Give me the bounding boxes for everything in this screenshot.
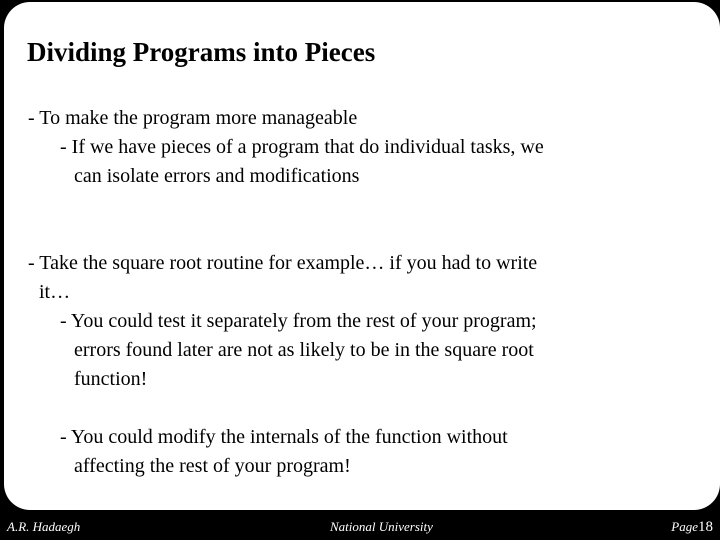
- sub-bullet-test-separately-cont: errors found later are not as likely to be in the square root: [74, 339, 534, 361]
- bullet-manageable: - To make the program more manageable: [28, 107, 358, 129]
- sub-bullet-test-separately-cont2: function!: [74, 368, 148, 390]
- slide-footer: [0, 513, 720, 540]
- sub-bullet-isolate-errors: - If we have pieces of a program that do individual tasks, we: [60, 136, 544, 158]
- bullet-square-root-example: - Take the square root routine for example… if you had to write: [28, 252, 538, 274]
- slide-body: [28, 104, 668, 481]
- sub-bullet-test-separately: - You could test it separately from the rest of your program;: [60, 310, 537, 332]
- footer-institution: National University: [330, 519, 433, 534]
- footer-page: [671, 519, 713, 536]
- footer-author: A.R. Hadaegh: [7, 519, 81, 534]
- sub-bullet-modify-internals-cont: affecting the rest of your program!: [74, 455, 351, 477]
- sub-bullet-modify-internals: - You could modify the internals of the function without: [60, 426, 508, 448]
- footer-page-label: Page: [671, 519, 698, 534]
- footer-page-number: 18: [698, 519, 713, 535]
- bullet-square-root-example-cont: it…: [39, 281, 71, 303]
- slide-title: Dividing Programs into Pieces: [27, 37, 376, 67]
- sub-bullet-isolate-errors-cont: can isolate errors and modifications: [74, 165, 360, 187]
